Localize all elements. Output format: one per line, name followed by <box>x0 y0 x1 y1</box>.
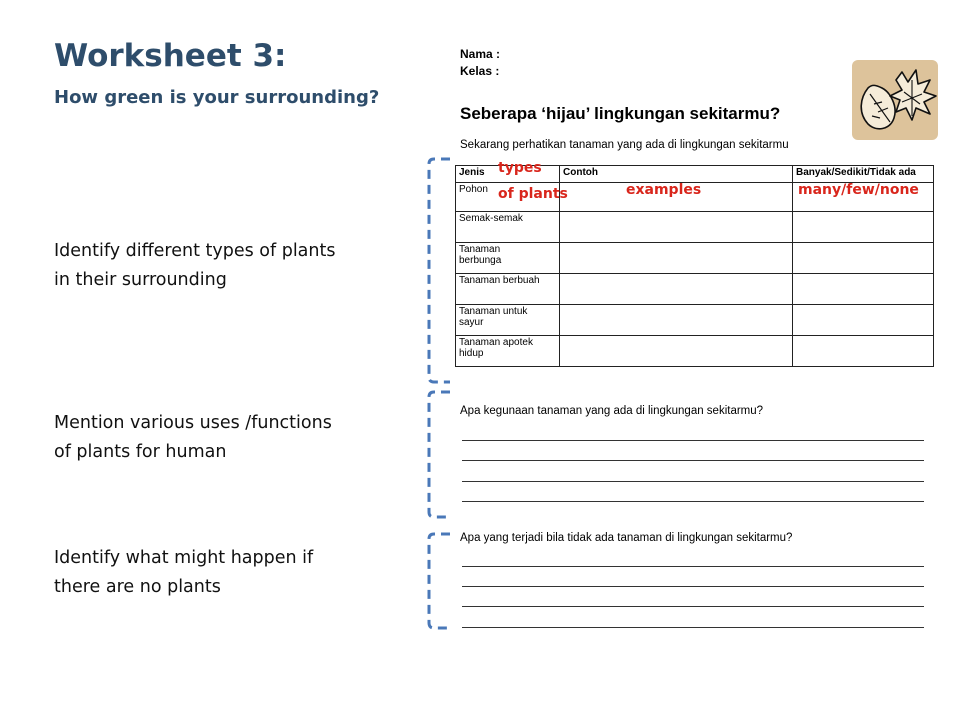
example-cell[interactable] <box>560 336 793 367</box>
answer-line[interactable] <box>462 501 924 502</box>
bracket-group <box>420 150 460 640</box>
objective-plant-types <box>54 237 384 295</box>
annotation-types: types <box>498 160 542 176</box>
amount-cell[interactable] <box>793 336 934 367</box>
answer-line[interactable] <box>462 627 924 628</box>
bracket-question1 <box>429 392 450 517</box>
annotation-of-plants: of plants <box>498 186 568 202</box>
name-label: Nama : <box>460 47 501 61</box>
column-header: Banyak/Sedikit/Tidak ada <box>793 166 934 183</box>
class-label: Kelas : <box>460 64 500 78</box>
table-row <box>456 274 934 305</box>
answer-line[interactable] <box>462 481 924 482</box>
column-header: Jenis <box>456 166 560 183</box>
bracket-question2 <box>429 534 450 628</box>
objective-line: Identify different types of plants <box>54 241 336 261</box>
answer-line[interactable] <box>462 586 924 587</box>
amount-cell[interactable] <box>793 243 934 274</box>
annotation-examples: examples <box>626 182 702 198</box>
plant-type-cell: Pohon <box>456 183 560 212</box>
leaves-icon <box>846 58 942 148</box>
plant-type-cell: Tanaman apotek hidup <box>456 336 560 367</box>
plant-type-cell: Tanaman berbuah <box>456 274 560 305</box>
answer-line[interactable] <box>462 460 924 461</box>
example-cell[interactable] <box>560 212 793 243</box>
amount-cell[interactable] <box>793 212 934 243</box>
table-row <box>456 243 934 274</box>
page-subtitle: How green is your surrounding? <box>54 87 380 108</box>
table-row <box>456 212 934 243</box>
question-uses: Apa kegunaan tanaman yang ada di lingkungan sekitarmu? <box>460 405 764 417</box>
objective-line: there are no plants <box>54 577 221 597</box>
objective-plant-uses <box>54 409 384 467</box>
example-cell[interactable] <box>560 305 793 336</box>
amount-cell[interactable] <box>793 274 934 305</box>
plant-type-cell: Tanaman berbunga <box>456 243 560 274</box>
table-row <box>456 336 934 367</box>
question-no-plants: Apa yang terjadi bila tidak ada tanaman di lingkungan sekitarmu? <box>460 532 793 544</box>
amount-cell[interactable] <box>793 305 934 336</box>
objective-line: Identify what might happen if <box>54 548 314 568</box>
answer-line[interactable] <box>462 606 924 607</box>
worksheet-heading: Seberapa ‘hijau’ lingkungan sekitarmu? <box>460 104 781 123</box>
objective-line: of plants for human <box>54 442 227 462</box>
worksheet-instruction: Sekarang perhatikan tanaman yang ada di lingkungan sekitarmu <box>460 139 789 151</box>
example-cell[interactable] <box>560 274 793 305</box>
objective-no-plants <box>54 544 384 602</box>
plant-type-cell: Tanaman untuk sayur <box>456 305 560 336</box>
page-title: Worksheet 3: <box>54 38 287 74</box>
annotation-amount: many/few/none <box>798 182 919 198</box>
answer-line[interactable] <box>462 566 924 567</box>
plant-type-cell: Semak-semak <box>456 212 560 243</box>
column-header: Contoh <box>560 166 793 183</box>
table-row <box>456 305 934 336</box>
objective-line: Mention various uses /functions <box>54 413 332 433</box>
answer-line[interactable] <box>462 440 924 441</box>
objective-line: in their surrounding <box>54 270 227 290</box>
example-cell[interactable] <box>560 243 793 274</box>
bracket-table <box>429 159 450 382</box>
